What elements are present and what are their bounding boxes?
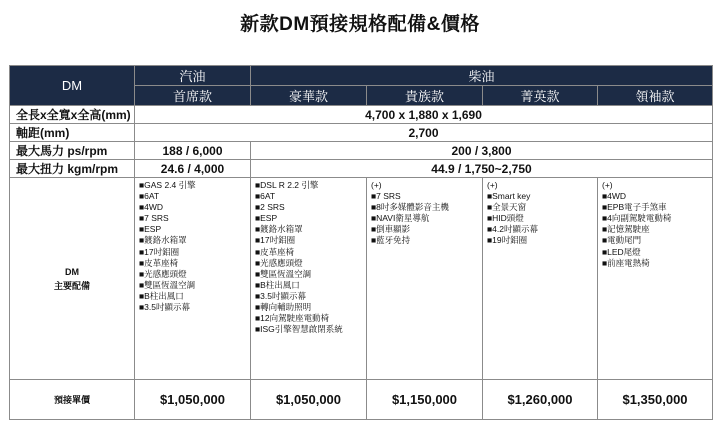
equipment-item: ■B柱出風口 [255, 279, 300, 290]
price-trim-2: $1,050,000 [251, 380, 367, 420]
max-power-diesel: 200 / 3,800 [251, 142, 713, 160]
equipment-item: ■3.5吋顯示幕 [139, 302, 190, 313]
spec-price-table [9, 65, 713, 420]
equipment-item: ■雙區恆溫空調 [139, 279, 196, 290]
header-trim-5: 領袖款 [598, 86, 713, 106]
header-trim-1: 首席款 [135, 86, 251, 106]
equipment-item: ■全景天窗 [487, 202, 527, 213]
equipment-item: ■Smart key [487, 191, 531, 202]
equipment-item: ■ISG引擎智慧啟閉系統 [255, 324, 343, 335]
equipment-item: ■倒車顯影 [371, 224, 411, 235]
equipment-col-1 [135, 178, 251, 380]
equipment-col-4 [483, 178, 598, 380]
equipment-label-line2: 主要配備 [53, 280, 90, 291]
max-torque-diesel: 44.9 / 1,750~2,750 [251, 160, 713, 178]
equipment-item: ■12向駕駛座電動椅 [255, 313, 330, 324]
equipment-item: ■鍍鉻水箱罩 [139, 235, 187, 246]
equipment-item: ■ESP [139, 224, 162, 235]
max-power-label: 最大馬力 ps/rpm [10, 142, 135, 160]
max-power-gasoline: 188 / 6,000 [135, 142, 251, 160]
equipment-col-5 [598, 178, 713, 380]
equipment-item: ■鍍鉻水箱罩 [255, 224, 303, 235]
equipment-item: ■前座電熱椅 [602, 257, 650, 268]
equipment-item: ■光感應頭燈 [255, 257, 303, 268]
equipment-item: ■轉向輔助照明 [255, 302, 312, 313]
added-features-marker: (+) [371, 180, 382, 190]
equipment-item: ■LED尾燈 [602, 246, 641, 257]
equipment-item: ■HID頭燈 [487, 213, 524, 224]
equipment-col-2 [251, 178, 367, 380]
equipment-item: ■B柱出風口 [139, 290, 184, 301]
equipment-col-3 [367, 178, 483, 380]
equipment-item: ■4.2吋顯示幕 [487, 224, 538, 235]
equipment-item: ■7 SRS [139, 213, 169, 224]
equipment-item: ■4向副駕駛電動椅 [602, 213, 672, 224]
header-dm: DM [10, 66, 135, 106]
equipment-item: ■17吋鋁圈 [139, 246, 180, 257]
max-torque-label: 最大扭力 kgm/rpm [10, 160, 135, 178]
header-trim-3: 貴族款 [367, 86, 483, 106]
equipment-label-line1: DM [65, 266, 79, 277]
equipment-label [10, 178, 135, 380]
equipment-item: ■8吋多媒體影音主機 [371, 202, 449, 213]
equipment-item: ■NAVI衛星導航 [371, 213, 430, 224]
equipment-item: ■電動尾門 [602, 235, 642, 246]
price-trim-1: $1,050,000 [135, 380, 251, 420]
header-trim-2: 豪華款 [251, 86, 367, 106]
header-gasoline: 汽油 [135, 66, 251, 86]
equipment-item: ■GAS 2.4 引擎 [139, 180, 196, 190]
max-torque-gasoline: 24.6 / 4,000 [135, 160, 251, 178]
equipment-item: ■光感應頭燈 [139, 268, 187, 279]
price-trim-5: $1,350,000 [598, 380, 713, 420]
equipment-item: ■4WD [139, 202, 164, 213]
added-features-marker: (+) [602, 180, 613, 190]
page-title: 新款DM預接規格配備&價格 [240, 14, 480, 35]
equipment-item: ■EPB電子手煞車 [602, 202, 667, 213]
equipment-item: ■17吋鋁圈 [255, 235, 296, 246]
equipment-item: ■藍牙免持 [371, 235, 411, 246]
equipment-item: ■雙區恆溫空調 [255, 268, 312, 279]
equipment-item: ■6AT [139, 191, 160, 202]
equipment-item: ■3.5吋顯示幕 [255, 290, 306, 301]
wheelbase-label: 軸距(mm) [10, 124, 135, 142]
price-trim-3: $1,150,000 [367, 380, 483, 420]
equipment-item: ■ESP [255, 213, 278, 224]
dimensions-label: 全長x全寬x全高(mm) [10, 106, 135, 124]
wheelbase-value: 2,700 [135, 124, 713, 142]
added-features-marker: (+) [487, 180, 498, 190]
equipment-item: ■6AT [255, 191, 276, 202]
equipment-item: ■記憶駕駛座 [602, 224, 650, 235]
equipment-item: ■4WD [602, 191, 627, 202]
equipment-item: ■7 SRS [371, 191, 401, 202]
dimensions-value: 4,700 x 1,880 x 1,690 [135, 106, 713, 124]
equipment-item: ■皮革座椅 [139, 257, 179, 268]
header-diesel: 柴油 [251, 66, 713, 86]
equipment-item: ■皮革座椅 [255, 246, 295, 257]
header-trim-4: 菁英款 [483, 86, 598, 106]
price-label: 預接單價 [10, 380, 135, 420]
equipment-item: ■19吋鋁圈 [487, 235, 528, 246]
price-trim-4: $1,260,000 [483, 380, 598, 420]
equipment-item: ■DSL R 2.2 引擎 [255, 180, 319, 190]
equipment-item: ■2 SRS [255, 202, 285, 213]
